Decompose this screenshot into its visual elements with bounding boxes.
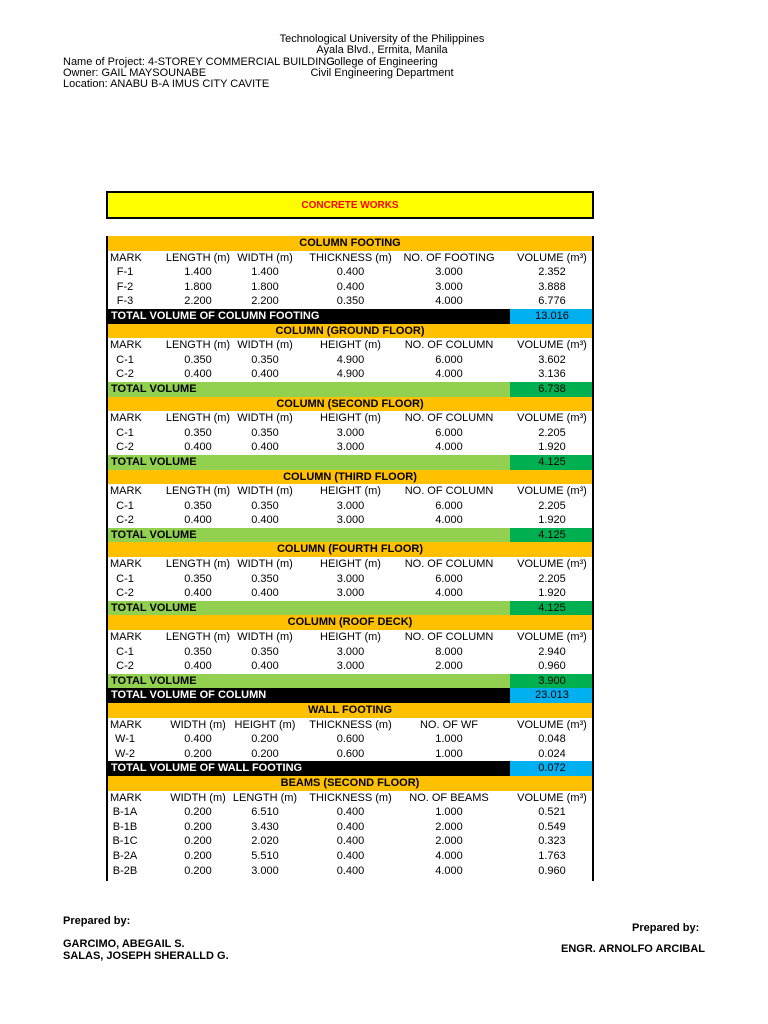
column-header: HEIGHT (m) — [320, 412, 381, 425]
table-cell: 4.900 — [336, 368, 365, 381]
column-header: WIDTH (m) — [237, 251, 293, 264]
total-value: 23.013 — [510, 688, 594, 703]
table-cell: 2.000 — [435, 820, 463, 833]
table-row — [108, 499, 592, 514]
column-header-row — [108, 630, 592, 645]
column-header: HEIGHT (m) — [320, 631, 381, 644]
column-header: MARK — [110, 339, 142, 352]
preparer-name-1: GARCIMO, ABEGAIL S. — [63, 938, 185, 950]
table-cell: 1.400 — [184, 266, 212, 279]
table-cell: 3.000 — [336, 587, 365, 600]
table-cell: 0.400 — [251, 587, 279, 600]
column-header: NO. OF COLUMN — [404, 631, 494, 644]
column-header-row — [108, 484, 592, 499]
table-cell: 0.200 — [251, 733, 279, 746]
table-cell: 0.521 — [538, 806, 566, 819]
total-value: 0.072 — [510, 761, 594, 776]
table-cell: 6.000 — [435, 353, 463, 366]
table-cell: 4.000 — [435, 864, 463, 877]
column-header: LENGTH (m) — [232, 791, 298, 804]
table-cell: 0.400 — [336, 864, 365, 877]
table-row — [108, 294, 592, 309]
table-cell: 2.352 — [538, 266, 566, 279]
grand-total-row — [108, 761, 592, 776]
table-cell: 1.920 — [538, 587, 566, 600]
table-cell: 0.400 — [336, 820, 365, 833]
table-cell: 0.200 — [184, 849, 212, 862]
table-row — [108, 572, 592, 587]
total-label: TOTAL VOLUME OF WALL FOOTING — [111, 762, 303, 775]
concrete-works-table — [106, 236, 594, 881]
table-cell: 3.000 — [336, 499, 365, 512]
table-cell: 0.960 — [538, 864, 566, 877]
table-cell: 3.602 — [538, 353, 566, 366]
preparer-name-2: SALAS, JOSEPH SHERALLD G. — [63, 950, 229, 962]
table-cell: 0.350 — [251, 499, 279, 512]
prepared-by-label-right: Prepared by: — [632, 922, 700, 934]
table-cell: C-2 — [116, 660, 134, 673]
column-header: NO. OF COLUMN — [404, 412, 494, 425]
table-cell: 0.350 — [184, 426, 212, 439]
table-cell: 0.400 — [184, 441, 212, 454]
section-title: BEAMS (SECOND FLOOR) — [108, 776, 592, 791]
table-cell: 8.000 — [435, 645, 463, 658]
section-title: WALL FOOTING — [108, 703, 592, 718]
table-cell: 1.000 — [435, 733, 463, 746]
table-cell: 6.000 — [435, 499, 463, 512]
university-address: Ayala Blvd., Ermita, Manila — [316, 44, 448, 56]
grand-total-row — [108, 688, 592, 703]
table-cell: 0.400 — [184, 733, 212, 746]
table-row — [108, 353, 592, 368]
column-header: THICKNESS (m) — [309, 791, 392, 804]
table-cell: 6.510 — [251, 806, 279, 819]
table-cell: 3.000 — [336, 514, 365, 527]
total-label: TOTAL VOLUME — [111, 601, 197, 614]
column-header: MARK — [110, 558, 142, 571]
table-row — [108, 586, 592, 601]
table-cell: 0.200 — [184, 820, 212, 833]
engineer-name: ENGR. ARNOLFO ARCIBAL — [561, 943, 706, 955]
owner-name: Owner: GAIL MAYSOUNABE — [63, 67, 207, 79]
column-header: MARK — [110, 412, 142, 425]
table-cell: 6.000 — [435, 572, 463, 585]
table-cell: 0.960 — [538, 660, 566, 673]
column-header: VOLUME (m³) — [517, 718, 587, 731]
table-cell: 4.000 — [435, 368, 463, 381]
table-cell: B-1C — [112, 835, 138, 848]
column-header: LENGTH (m) — [165, 251, 231, 264]
subtotal-row — [108, 455, 592, 470]
table-cell: C-1 — [116, 572, 134, 585]
table-cell: B-1A — [112, 806, 138, 819]
section-title: COLUMN (GROUND FLOOR) — [108, 324, 592, 339]
table-cell: 0.024 — [538, 747, 566, 760]
table-cell: 3.000 — [435, 280, 463, 293]
table-cell: 2.205 — [538, 572, 566, 585]
total-value: 4.125 — [510, 528, 594, 543]
column-header: HEIGHT (m) — [234, 718, 296, 731]
column-header: WIDTH (m) — [237, 339, 293, 352]
column-header: WIDTH (m) — [237, 412, 293, 425]
table-cell: 2.000 — [435, 660, 463, 673]
table-cell: 3.000 — [336, 426, 365, 439]
table-cell: 0.323 — [538, 835, 566, 848]
table-cell: 0.350 — [336, 295, 365, 308]
table-cell: 3.888 — [538, 280, 566, 293]
column-header-row — [108, 557, 592, 572]
table-cell: F-2 — [116, 280, 134, 293]
table-cell: 0.600 — [336, 733, 365, 746]
table-cell: 0.400 — [336, 835, 365, 848]
table-row — [108, 645, 592, 660]
column-header: NO. OF WF — [419, 718, 479, 731]
column-header: LENGTH (m) — [165, 412, 231, 425]
table-cell: 6.000 — [435, 426, 463, 439]
table-cell: W-2 — [115, 747, 135, 760]
column-header: WIDTH (m) — [170, 718, 226, 731]
table-row — [108, 747, 592, 762]
table-cell: 0.350 — [184, 572, 212, 585]
column-header: THICKNESS (m) — [309, 718, 392, 731]
table-cell: 1.763 — [538, 849, 566, 862]
table-cell: 0.350 — [251, 645, 279, 658]
table-cell: 2.200 — [184, 295, 212, 308]
table-cell: 0.400 — [336, 280, 365, 293]
table-cell: F-3 — [116, 295, 134, 308]
column-header-row — [108, 718, 592, 733]
table-cell: 2.205 — [538, 426, 566, 439]
table-cell: 4.000 — [435, 441, 463, 454]
total-label: TOTAL VOLUME — [111, 455, 197, 468]
column-header: LENGTH (m) — [165, 339, 231, 352]
table-cell: 0.549 — [538, 820, 566, 833]
column-header: LENGTH (m) — [165, 558, 231, 571]
column-header: MARK — [110, 485, 142, 498]
college-name: College of Engineering — [326, 56, 438, 68]
table-row — [108, 820, 592, 835]
table-cell: 0.200 — [184, 864, 212, 877]
section-title: COLUMN (THIRD FLOOR) — [108, 470, 592, 485]
table-row — [108, 265, 592, 280]
table-cell: W-1 — [115, 733, 135, 746]
table-cell: 0.400 — [251, 514, 279, 527]
table-cell: 3.000 — [251, 864, 279, 877]
table-cell: 3.000 — [336, 572, 365, 585]
table-cell: 0.400 — [251, 368, 279, 381]
table-row — [108, 367, 592, 382]
table-cell: C-1 — [116, 645, 134, 658]
total-value: 3.900 — [510, 674, 594, 689]
total-label: TOTAL VOLUME OF COLUMN FOOTING — [111, 309, 320, 322]
table-cell: 0.400 — [336, 266, 365, 279]
table-cell: 3.430 — [251, 820, 279, 833]
table-row — [108, 834, 592, 849]
department-name: Civil Engineering Department — [310, 67, 454, 79]
table-cell: 0.200 — [184, 747, 212, 760]
column-header-row — [108, 791, 592, 806]
table-row — [108, 732, 592, 747]
total-value: 6.738 — [510, 382, 594, 397]
table-cell: 4.000 — [435, 514, 463, 527]
table-cell: 1.000 — [435, 806, 463, 819]
column-header: HEIGHT (m) — [320, 558, 381, 571]
table-cell: 0.400 — [184, 368, 212, 381]
column-header: WIDTH (m) — [237, 485, 293, 498]
subtotal-row — [108, 601, 592, 616]
column-header: VOLUME (m³) — [517, 485, 587, 498]
table-cell: 0.400 — [184, 587, 212, 600]
table-cell: B-1B — [112, 820, 138, 833]
table-cell: C-1 — [116, 426, 134, 439]
column-header: NO. OF BEAMS — [409, 791, 489, 804]
table-cell: B-2B — [112, 864, 138, 877]
table-cell: 0.350 — [184, 353, 212, 366]
table-row — [108, 440, 592, 455]
grand-total-row — [108, 309, 592, 324]
concrete-works-banner — [106, 191, 594, 219]
table-row — [108, 513, 592, 528]
column-header: NO. OF COLUMN — [404, 339, 494, 352]
total-value: 4.125 — [510, 601, 594, 616]
column-header: VOLUME (m³) — [517, 251, 587, 264]
table-cell: 0.350 — [251, 572, 279, 585]
table-cell: 4.000 — [435, 295, 463, 308]
table-cell: 4.000 — [435, 587, 463, 600]
table-cell: 0.350 — [251, 353, 279, 366]
table-row — [108, 849, 592, 864]
table-cell: 2.940 — [538, 645, 566, 658]
table-cell: F-1 — [116, 266, 134, 279]
table-cell: 3.000 — [435, 266, 463, 279]
total-value: 13.016 — [510, 309, 594, 324]
total-label: TOTAL VOLUME OF COLUMN — [111, 689, 267, 702]
column-header: LENGTH (m) — [165, 631, 231, 644]
table-cell: 4.900 — [336, 353, 365, 366]
table-cell: C-1 — [116, 353, 134, 366]
table-cell: 0.048 — [538, 733, 566, 746]
total-label: TOTAL VOLUME — [111, 674, 197, 687]
table-cell: 0.600 — [336, 747, 365, 760]
table-row — [108, 426, 592, 441]
table-cell: C-2 — [116, 587, 134, 600]
column-header-row — [108, 411, 592, 426]
subtotal-row — [108, 528, 592, 543]
table-cell: 2.020 — [251, 835, 279, 848]
column-header: WIDTH (m) — [170, 791, 226, 804]
table-cell: C-2 — [116, 441, 134, 454]
table-cell: 1.920 — [538, 441, 566, 454]
column-header: LENGTH (m) — [165, 485, 231, 498]
table-row — [108, 659, 592, 674]
column-header: MARK — [110, 631, 142, 644]
section-title: COLUMN (FOURTH FLOOR) — [108, 542, 592, 557]
table-row — [108, 280, 592, 295]
column-header: HEIGHT (m) — [320, 339, 381, 352]
table-cell: 3.000 — [336, 645, 365, 658]
column-header: VOLUME (m³) — [517, 339, 587, 352]
column-header: THICKNESS (m) — [309, 251, 392, 264]
table-cell: C-1 — [116, 499, 134, 512]
column-header: NO. OF FOOTING — [403, 251, 495, 264]
table-cell: 0.350 — [184, 499, 212, 512]
table-cell: 3.000 — [336, 660, 365, 673]
table-cell: C-2 — [116, 368, 134, 381]
total-value: 4.125 — [510, 455, 594, 470]
table-cell: 4.000 — [435, 849, 463, 862]
banner-title: CONCRETE WORKS — [301, 199, 399, 211]
column-header: MARK — [110, 251, 142, 264]
table-row — [108, 864, 592, 879]
column-header: WIDTH (m) — [237, 631, 293, 644]
table-cell: 5.510 — [251, 849, 279, 862]
column-header: VOLUME (m³) — [517, 631, 587, 644]
table-cell: 0.350 — [184, 645, 212, 658]
table-cell: 0.400 — [184, 514, 212, 527]
table-cell: 0.400 — [336, 806, 365, 819]
project-location: Location: ANABU B-A IMUS CITY CAVITE — [63, 78, 270, 90]
subtotal-row — [108, 674, 592, 689]
section-title: COLUMN (ROOF DECK) — [108, 615, 592, 630]
table-cell: 1.000 — [435, 747, 463, 760]
table-cell: 2.000 — [435, 835, 463, 848]
column-header: HEIGHT (m) — [320, 485, 381, 498]
table-cell: 0.200 — [184, 806, 212, 819]
table-cell: 3.000 — [336, 441, 365, 454]
subtotal-row — [108, 382, 592, 397]
total-label: TOTAL VOLUME — [111, 382, 197, 395]
table-cell: 1.920 — [538, 514, 566, 527]
table-cell: C-2 — [116, 514, 134, 527]
table-cell: 0.400 — [184, 660, 212, 673]
table-cell: 6.776 — [538, 295, 566, 308]
column-header: VOLUME (m³) — [517, 558, 587, 571]
prepared-by-label-left: Prepared by: — [63, 915, 131, 927]
column-header: WIDTH (m) — [237, 558, 293, 571]
table-cell: 2.200 — [251, 295, 279, 308]
column-header-row — [108, 251, 592, 266]
table-cell: 0.400 — [336, 849, 365, 862]
column-header: VOLUME (m³) — [517, 412, 587, 425]
column-header: NO. OF COLUMN — [404, 485, 494, 498]
section-title: COLUMN FOOTING — [108, 236, 592, 251]
table-cell: 2.205 — [538, 499, 566, 512]
column-header: MARK — [110, 718, 142, 731]
column-header: NO. OF COLUMN — [404, 558, 494, 571]
table-cell: 1.400 — [251, 266, 279, 279]
column-header: MARK — [110, 791, 142, 804]
project-name: Name of Project: 4-STOREY COMMERCIAL BUILDING — [63, 56, 335, 68]
column-header-row — [108, 338, 592, 353]
university-name: Technological University of the Philippines — [279, 33, 485, 45]
table-row — [108, 805, 592, 820]
table-cell: 0.400 — [251, 660, 279, 673]
table-cell: 1.800 — [251, 280, 279, 293]
table-cell: 0.400 — [251, 441, 279, 454]
table-cell: 1.800 — [184, 280, 212, 293]
total-label: TOTAL VOLUME — [111, 528, 197, 541]
table-cell: 0.200 — [251, 747, 279, 760]
table-cell: B-2A — [112, 849, 138, 862]
table-cell: 0.350 — [251, 426, 279, 439]
table-cell: 0.200 — [184, 835, 212, 848]
table-cell: 3.136 — [538, 368, 566, 381]
section-title: COLUMN (SECOND FLOOR) — [108, 397, 592, 412]
column-header: VOLUME (m³) — [517, 791, 587, 804]
